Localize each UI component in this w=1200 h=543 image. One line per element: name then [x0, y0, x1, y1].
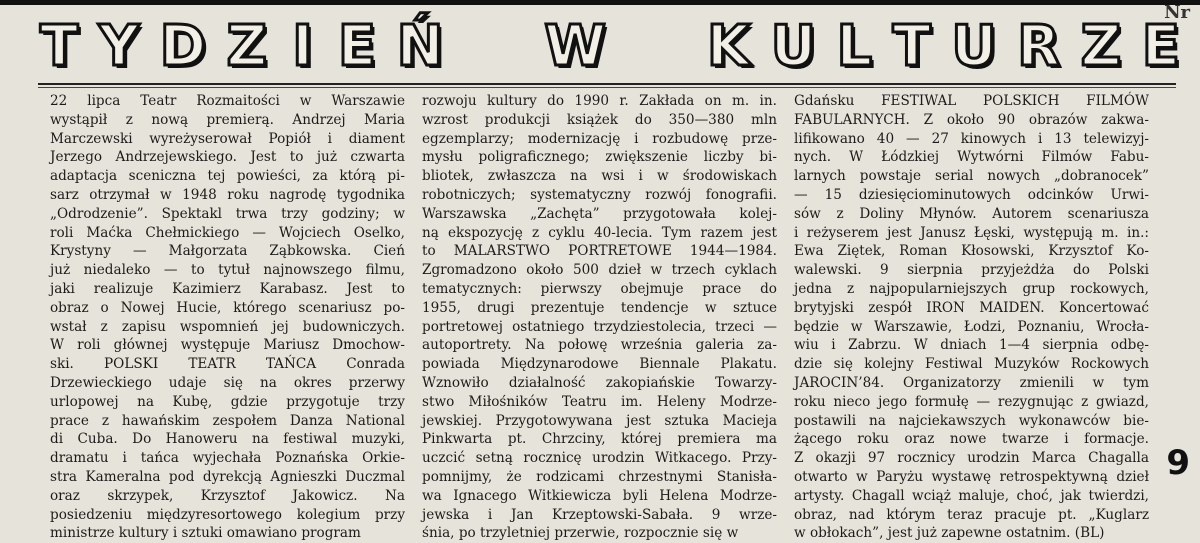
text-line: 1955, drugi prezentuje tendencje w sztuce — [422, 299, 777, 316]
text-line: Marczewski wyreżyserował Popiół i diament — [50, 130, 405, 147]
headline-letter: K — [706, 13, 751, 79]
text-line: Gdańsku FESTIWAL POLSKICH FILMÓW — [794, 93, 1149, 109]
headline-letter: R — [1017, 13, 1061, 79]
text-line: ną ekspozycję z cyklu 40-lecia. Tym razem jest — [422, 224, 777, 241]
text-line: mysłu poligraficznego; zwiększenie liczby bi- — [422, 149, 777, 166]
text-line: autoportrety. Na połowę września galeria za- — [422, 337, 777, 354]
text-line: pomnijmy, że rodzicami chrzestnymi Stanisła- — [422, 468, 777, 485]
text-line: jewska i Jan Krzeptowski-Sabała. 9 wrze- — [422, 506, 777, 523]
text-line: walewski. 9 sierpnia przyjeżdża do Polski — [794, 262, 1149, 279]
text-line: roli Maćka Chełmickiego — Wojciech Oselko, — [50, 224, 405, 241]
text-line: Drzewieckiego udaje się na okres przerwy — [50, 374, 405, 391]
headline-letter: L — [836, 13, 873, 79]
headline-letter: U — [951, 13, 997, 79]
headline-letter: I — [292, 13, 313, 79]
text-line: rozwoju kultury do 1990 r. Zakłada on m. in. — [422, 93, 777, 109]
text-line: obraz, nad którym teraz pracuje pt. „Kuglarz — [794, 506, 1149, 523]
text-line: stra Kameralna pod dyrekcją Agnieszki Duczmal — [50, 468, 405, 485]
text-line: Pinkwarta pt. Chrzciny, której premiera ma — [422, 431, 777, 448]
text-line: JAROCIN’84. Organizatorzy zmienili w tym — [794, 374, 1149, 391]
headline-letter: Ń — [396, 13, 444, 79]
column-1 — [50, 92, 405, 542]
text-line: ski. POLSKI TEATR TAŃCA Conrada — [50, 356, 405, 373]
text-line: żącego roku oraz nowe twarze i formacje. — [794, 431, 1149, 448]
text-line: otwarto w Paryżu wystawę retrospektywną dzieł — [794, 468, 1149, 485]
text-line: obraz o Nowej Hucie, którego scenariusz po- — [50, 299, 405, 316]
text-line: Warszawska „Zachęta” przygotowała kolej- — [422, 205, 777, 222]
text-line: adaptacja sceniczna tej powieści, za którą pi- — [50, 168, 405, 185]
page-number: 9 — [1166, 443, 1190, 483]
text-line: Jerzego Andrzejewskiego. Jest to już czwarta — [50, 149, 405, 166]
text-line: prace z hawańskim zespołem Danza National — [50, 412, 405, 429]
text-line: będzie w Warszawie, Łodzi, Poznaniu, Wrocła- — [794, 318, 1149, 335]
text-line: w obłokach”, jest już zapewne ostatnim. (BL) — [794, 525, 1105, 542]
text-line: wzrost produkcji książek do 350—380 mln — [422, 111, 777, 128]
text-line: dzie się kolejny Festiwal Muzyków Rockowych — [794, 356, 1149, 373]
text-line: Zgromadzono około 500 dzieł w trzech cyklach — [422, 262, 777, 279]
headline-letter: E — [337, 13, 377, 79]
text-line: sarz otrzymał w 1948 roku nagrodę tygodnika — [50, 186, 405, 203]
text-line: tematycznych: pierwszy obejmuje prace do — [422, 280, 777, 297]
text-line: Krystyny — Małgorzata Ząbkowska. Cień — [50, 243, 405, 260]
text-line: urlopowej na Kubę, gdzie przygotuje trzy — [50, 393, 405, 410]
headline-letter: E — [1141, 13, 1180, 79]
text-line: wystąpił z nową premierą. Andrzej Maria — [50, 111, 405, 128]
text-line: larnych powstaje serial nowych „dobranocek” — [794, 168, 1149, 185]
top-border — [0, 0, 1200, 5]
text-line: artysty. Chagall wciąż maluje, choć, jak twierdzi, — [794, 487, 1149, 504]
text-line: jaki realizuje Kazimierz Karabasz. Jest to — [50, 280, 405, 297]
page-headline — [40, 14, 1180, 78]
headline-letter: D — [159, 13, 207, 79]
text-line: wiu i Zabrzu. W dniach 1—4 sierpnia odbę- — [794, 337, 1149, 354]
headline-letter: T — [892, 13, 931, 79]
headline-rule — [38, 83, 1176, 85]
text-line: bliotek, zwłaszcza na wsi i w środowiskach — [422, 168, 777, 185]
text-line: jewskiej. Przygotowywana jest sztuka Macieja — [422, 412, 777, 429]
article-columns — [50, 92, 1150, 542]
headline-letter: Y — [98, 13, 140, 79]
text-line: Ewa Ziętek, Roman Kłosowski, Krzysztof Ko- — [794, 243, 1149, 260]
text-line: już niedaleko — to tytuł najnowszego filmu, — [50, 262, 405, 279]
column-2 — [422, 92, 777, 542]
column-3 — [794, 92, 1149, 542]
headline-letter: U — [770, 13, 817, 79]
headline-letter: W — [544, 13, 607, 79]
text-line: ministrze kultury i sztuki omawiano program — [50, 525, 361, 542]
text-line: uczcić setną rocznicę urodzin Witkacego. Przy- — [422, 450, 777, 467]
text-line: lifikowano 40 — 27 kinowych i 13 telewizyj- — [794, 130, 1149, 147]
text-line: stwo Miłośników Teatru im. Heleny Modrze- — [422, 393, 777, 410]
text-line: Z okazji 97 rocznicy urodzin Marca Chagalla — [794, 450, 1149, 467]
text-line: i reżyserem jest Janusz Łęski, występują m. in.: — [794, 224, 1149, 241]
headline-letter: T — [40, 13, 79, 79]
text-line: FABULARNYCH. Z około 90 obrazów zakwa- — [794, 111, 1149, 128]
text-line: wa Ignacego Witkiewicza byli Helena Modrze- — [422, 487, 777, 504]
text-line: — 15 dziesięciominutowych odcinków Urwi- — [794, 186, 1149, 203]
corner-mark: Nr — [1164, 2, 1190, 23]
text-line: di Cuba. Do Hanoweru na festiwal muzyki, — [50, 431, 405, 448]
headline-letter: Z — [1080, 13, 1122, 79]
headline-rule-thin — [38, 87, 1176, 88]
text-line: śnia, po trzyletniej przerwie, rozpocznie się w — [422, 525, 739, 542]
text-line: jedna z najpopularniejszych grup rockowych, — [794, 280, 1149, 297]
text-line: to MALARSTWO PORTRETOWE 1944—1984. — [422, 243, 777, 260]
text-line: dramatu i tańca wyjechała Poznańska Orkie- — [50, 450, 405, 467]
text-line: wstał z zapisu wspomnień jej budowniczych. — [50, 318, 405, 335]
text-line: 22 lipca Teatr Rozmaitości w Warszawie — [50, 93, 405, 109]
text-line: posiedzeniu międzyresortowego kolegium przy — [50, 506, 405, 523]
text-line: postawili na najciekawszych wykonawców bie- — [794, 412, 1149, 429]
text-line: W roli głównej występuje Mariusz Dmochow- — [50, 337, 405, 354]
text-line: Wznowiło działalność zakopiańskie Towarzy- — [422, 374, 777, 391]
text-line: robotniczych; systematyczny rozwój fonografii. — [422, 186, 777, 203]
text-line: nych. W Łódzkiej Wytwórni Filmów Fabu- — [794, 149, 1149, 166]
text-line: „Odrodzenie”. Spektakl trwa trzy godziny; w — [50, 205, 405, 222]
headline-letter: Z — [226, 13, 268, 79]
text-line: sów z Doliny Młynów. Autorem scenariusza — [794, 205, 1149, 222]
text-line: oraz skrzypek, Krzysztof Jakowicz. Na — [50, 487, 405, 504]
text-line: roku nieco jego formułę — rezygnując z gwiazd, — [794, 393, 1149, 410]
text-line: portretowej ostatniego trzydziestolecia, trzeci — — [422, 318, 777, 335]
text-line: powiada Międzynarodowe Biennale Plakatu. — [422, 356, 777, 373]
text-line: egzemplarzy; modernizację i rozbudowę prze- — [422, 130, 777, 147]
text-line: brytyjski zespół IRON MAIDEN. Koncertować — [794, 299, 1149, 316]
